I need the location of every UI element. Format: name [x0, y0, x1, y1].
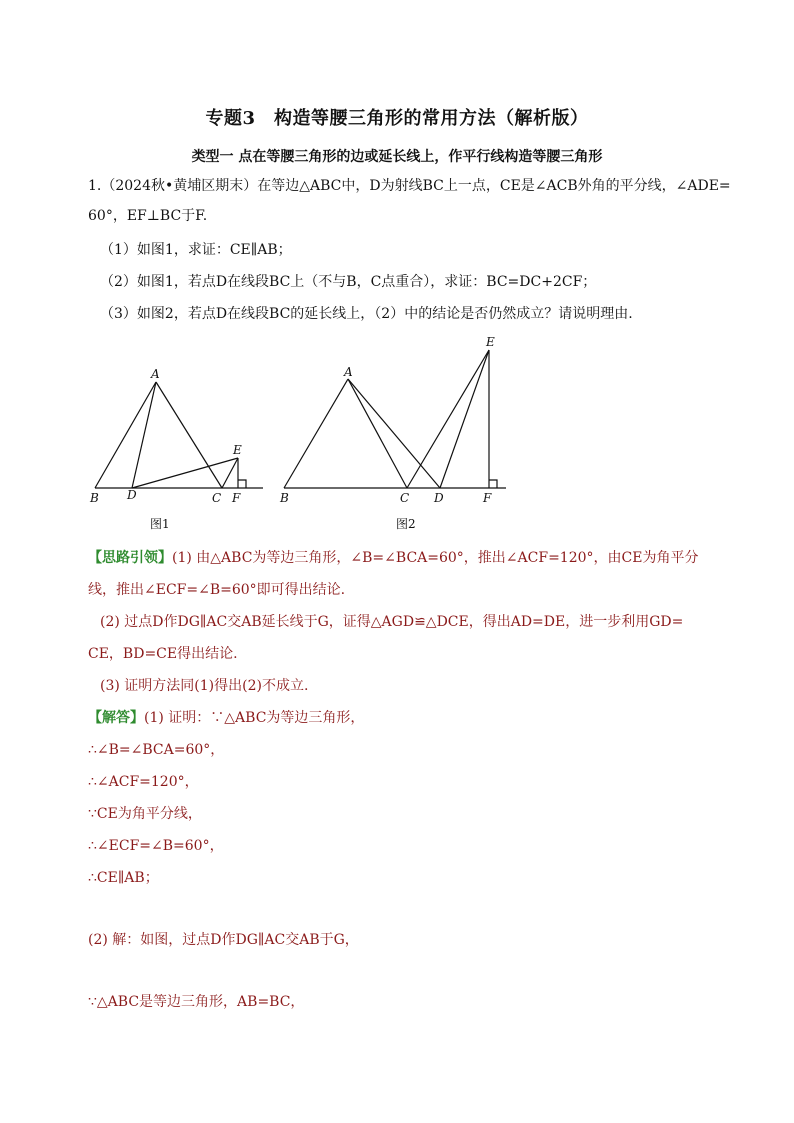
fig1-label-c: C: [212, 491, 222, 505]
geometry-figures: [80, 336, 520, 536]
question-2: （2）如图1，若点D在线段BC上（不与B，C点重合），求证：BC=DC+2CF；: [100, 274, 597, 290]
answer-line-5: ∴∠ECF=∠B=60°，: [88, 838, 224, 854]
fig1-label-b: B: [90, 491, 99, 505]
fig1-label-f: F: [232, 491, 241, 505]
fig2-caption: 图2: [396, 517, 416, 531]
hint-line-4: CE，BD=CE得出结论.: [88, 646, 238, 662]
fig2-label-d: D: [434, 491, 444, 505]
answer-line-4: ∵CE为角平分线，: [88, 806, 202, 822]
problem-line-2: 60°，EF⊥BC于F.: [88, 208, 208, 224]
answer-line-2: ∴∠B=∠BCA=60°，: [88, 742, 225, 758]
fig1-side-ab: [95, 382, 156, 488]
fig2-label-b: B: [280, 491, 289, 505]
question-1: （1）如图1，求证：CE∥AB；: [100, 242, 292, 258]
fig2-right-angle-mark: [489, 480, 497, 488]
fig2-segment-ce: [407, 350, 489, 488]
fig1-label-d: D: [127, 488, 137, 502]
answer-line-6: ∴CE∥AB；: [88, 870, 159, 886]
answer-tag: 【解答】: [88, 710, 144, 726]
answer-line-7: (2) 解：如图，过点D作DG∥AC交AB于G，: [88, 932, 359, 948]
hint-line-3: (2) 过点D作DG∥AC交AB延长线于G，证得△AGD≌△DCE，得出AD=DE，进一步利用GD=: [100, 614, 684, 630]
fig2-label-c: C: [400, 491, 410, 505]
answer-text-1: (1) 证明：∵△ABC为等边三角形，: [144, 710, 365, 726]
question-3: （3）如图2，若点D在线段BC的延长线上，（2）中的结论是否仍然成立？请说明理由.: [100, 306, 633, 322]
answer-line-3: ∴∠ACF=120°，: [88, 774, 199, 790]
fig2-label-f: F: [483, 491, 492, 505]
hint-line-2: 线，推出∠ECF=∠B=60°即可得出结论.: [88, 582, 346, 598]
fig1-segment-de: [132, 458, 238, 488]
answer-line-1: [88, 708, 364, 728]
fig2-label-e: E: [486, 336, 495, 349]
hint-line-1: [88, 548, 698, 568]
section-subtitle: 类型一 点在等腰三角形的边或延长线上，作平行线构造等腰三角形: [191, 149, 603, 165]
fig2-side-ab: [284, 379, 348, 488]
page-title: 专题3 构造等腰三角形的常用方法（解析版）: [205, 108, 589, 129]
fig1-caption: 图1: [150, 517, 170, 531]
figure-1: [95, 382, 263, 488]
hint-line-5: (3) 证明方法同(1)得出(2)不成立.: [100, 678, 309, 694]
fig1-segment-ad: [132, 382, 156, 488]
fig1-label-e: E: [233, 443, 242, 457]
fig1-segment-ce: [222, 458, 238, 488]
figure-2: [284, 350, 506, 488]
hint-text-1a: (1) 由△ABC为等边三角形，∠B=∠BCA=60°，推出∠ACF=120°，由CE为角平分: [172, 550, 699, 566]
hint-tag: 【思路引领】: [88, 550, 172, 566]
fig1-label-a: A: [151, 367, 160, 381]
fig2-side-ac: [348, 379, 407, 488]
fig2-label-a: A: [344, 365, 353, 379]
fig1-right-angle-mark: [238, 480, 246, 488]
answer-line-8: ∵△ABC是等边三角形，AB=BC，: [88, 994, 305, 1010]
problem-line-1: 1.（2024秋•黄埔区期末）在等边△ABC中，D为射线BC上一点，CE是∠ACB外角的平分线，∠ADE=: [88, 178, 731, 194]
fig2-segment-ad: [348, 379, 440, 488]
